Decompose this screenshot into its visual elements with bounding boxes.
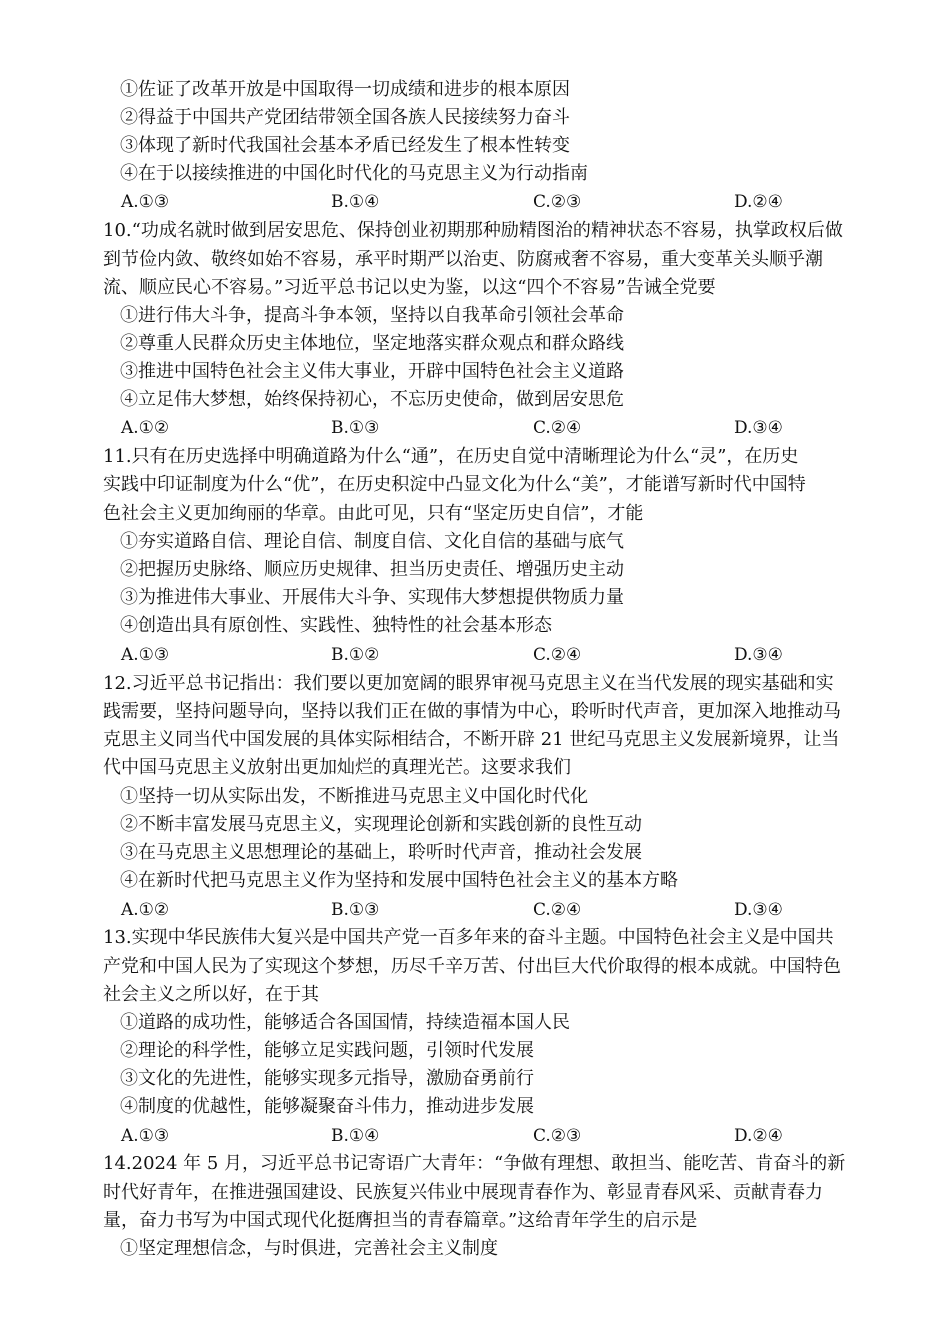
q11-item-3: ③为推进伟大事业、开展伟大斗争、实现伟大梦想提供物质力量	[120, 587, 624, 608]
q9-item-3: ③体现了新时代我国社会基本矛盾已经发生了根本性转变	[120, 135, 570, 156]
q11-stem-line-2: 实践中印证制度为什么“优”，在历史积淀中凸显文化为什么“美”，才能谱写新时代中国特	[103, 474, 806, 495]
q12-option-a: A.①②	[121, 900, 170, 920]
q10-item-2: ②尊重人民群众历史主体地位，坚定地落实群众观点和群众路线	[120, 333, 624, 354]
q12-stem-line-4: 代中国马克思主义放射出更加灿烂的真理光芒。这要求我们	[103, 757, 571, 778]
q10-item-3: ③推进中国特色社会主义伟大事业，开辟中国特色社会主义道路	[120, 361, 624, 382]
q13-item-3: ③文化的先进性，能够实现多元指导，激励奋勇前行	[120, 1068, 534, 1089]
q14-stem-line-2: 时代好青年，在推进强国建设、民族复兴伟业中展现青春作为、彰显青春风采、贡献青春力	[103, 1182, 823, 1203]
q10-option-c: C.②④	[533, 418, 582, 438]
q14-stem-line-3: 量，奋力书写为中国式现代化挺膺担当的青春篇章。”这给青年学生的启示是	[103, 1210, 698, 1231]
q13-option-d: D.②④	[734, 1126, 783, 1146]
q12-item-2: ②不断丰富发展马克思主义，实现理论创新和实践创新的良性互动	[120, 814, 642, 835]
q12-item-1: ①坚持一切从实际出发，不断推进马克思主义中国化时代化	[120, 786, 588, 807]
q14-stem-line-1: 14.2024 年 5 月，习近平总书记寄语广大青年：“争做有理想、敢担当、能吃苦、肯奋斗的新	[103, 1153, 846, 1174]
q11-option-c: C.②④	[533, 645, 582, 665]
q9-option-a: A.①③	[121, 192, 170, 212]
q12-item-3: ③在马克思主义思想理论的基础上，聆听时代声音，推动社会发展	[120, 842, 642, 863]
q13-stem-line-2: 产党和中国人民为了实现这个梦想，历尽千辛万苦、付出巨大代价取得的根本成就。中国特色	[103, 956, 841, 977]
q10-option-b: B.①③	[331, 418, 380, 438]
q10-option-d: D.③④	[734, 418, 783, 438]
q9-item-2: ②得益于中国共产党团结带领全国各族人民接续努力奋斗	[120, 107, 570, 128]
q12-item-4: ④在新时代把马克思主义作为坚持和发展中国特色社会主义的基本方略	[120, 870, 678, 891]
q9-option-c: C.②③	[533, 192, 582, 212]
q12-option-c: C.②④	[533, 900, 582, 920]
q13-stem-line-1: 13.实现中华民族伟大复兴是中国共产党一百多年来的奋斗主题。中国特色社会主义是中国共	[103, 927, 834, 948]
q10-option-a: A.①②	[121, 418, 170, 438]
q9-item-4: ④在于以接续推进的中国化时代化的马克思主义为行动指南	[120, 163, 588, 184]
q12-stem-line-3: 克思主义同当代中国发展的具体实际相结合，不断开辟 21 世纪马克思主义发展新境界，让当	[103, 729, 840, 750]
q12-stem-line-1: 12.习近平总书记指出：我们要以更加宽阔的眼界审视马克思主义在当代发展的现实基础和实	[103, 673, 834, 694]
q11-item-4: ④创造出具有原创性、实践性、独特性的社会基本形态	[120, 615, 552, 636]
q12-option-d: D.③④	[734, 900, 783, 920]
q9-option-d: D.②④	[734, 192, 783, 212]
q10-item-4: ④立足伟大梦想，始终保持初心，不忘历史使命，做到居安思危	[120, 389, 624, 410]
q11-stem-line-3: 色社会主义更加绚丽的华章。由此可见，只有“坚定历史自信”，才能	[103, 503, 644, 524]
q14-item-1: ①坚定理想信念，与时俱进，完善社会主义制度	[120, 1238, 498, 1259]
q13-item-4: ④制度的优越性，能够凝聚奋斗伟力，推动进步发展	[120, 1096, 534, 1117]
q10-stem-line-2: 到节俭内敛、敬终如始不容易，承平时期严以治吏、防腐戒奢不容易，重大变革关头顺乎潮	[103, 249, 823, 270]
q11-item-2: ②把握历史脉络、顺应历史规律、担当历史责任、增强历史主动	[120, 559, 624, 580]
q10-stem-line-3: 流、顺应民心不容易。”习近平总书记以史为鉴，以这“四个不容易”告诫全党要	[103, 277, 716, 298]
q12-option-b: B.①③	[331, 900, 380, 920]
q11-item-1: ①夯实道路自信、理论自信、制度自信、文化自信的基础与底气	[120, 531, 624, 552]
q9-option-b: B.①④	[331, 192, 380, 212]
q10-item-1: ①进行伟大斗争，提高斗争本领，坚持以自我革命引领社会革命	[120, 305, 624, 326]
q11-option-d: D.③④	[734, 645, 783, 665]
q11-option-b: B.①②	[331, 645, 380, 665]
q11-option-a: A.①③	[121, 645, 170, 665]
q13-item-1: ①道路的成功性，能够适合各国国情，持续造福本国人民	[120, 1012, 570, 1033]
q13-item-2: ②理论的科学性，能够立足实践问题，引领时代发展	[120, 1040, 534, 1061]
q11-stem-line-1: 11.只有在历史选择中明确道路为什么“通”，在历史自觉中清晰理论为什么“灵”，在历史	[103, 446, 799, 467]
q9-item-1: ①佐证了改革开放是中国取得一切成绩和进步的根本原因	[120, 79, 570, 100]
q13-option-b: B.①④	[331, 1126, 380, 1146]
q12-stem-line-2: 践需要，坚持问题导向，坚持以我们正在做的事情为中心，聆听时代声音，更加深入地推动马	[103, 701, 841, 722]
q10-stem-line-1: 10.“功成名就时做到居安思危、保持创业初期那种励精图治的精神状态不容易，执掌政权后做	[103, 220, 843, 241]
q13-option-c: C.②③	[533, 1126, 582, 1146]
q13-stem-line-3: 社会主义之所以好，在于其	[103, 984, 319, 1005]
q13-option-a: A.①③	[121, 1126, 170, 1146]
